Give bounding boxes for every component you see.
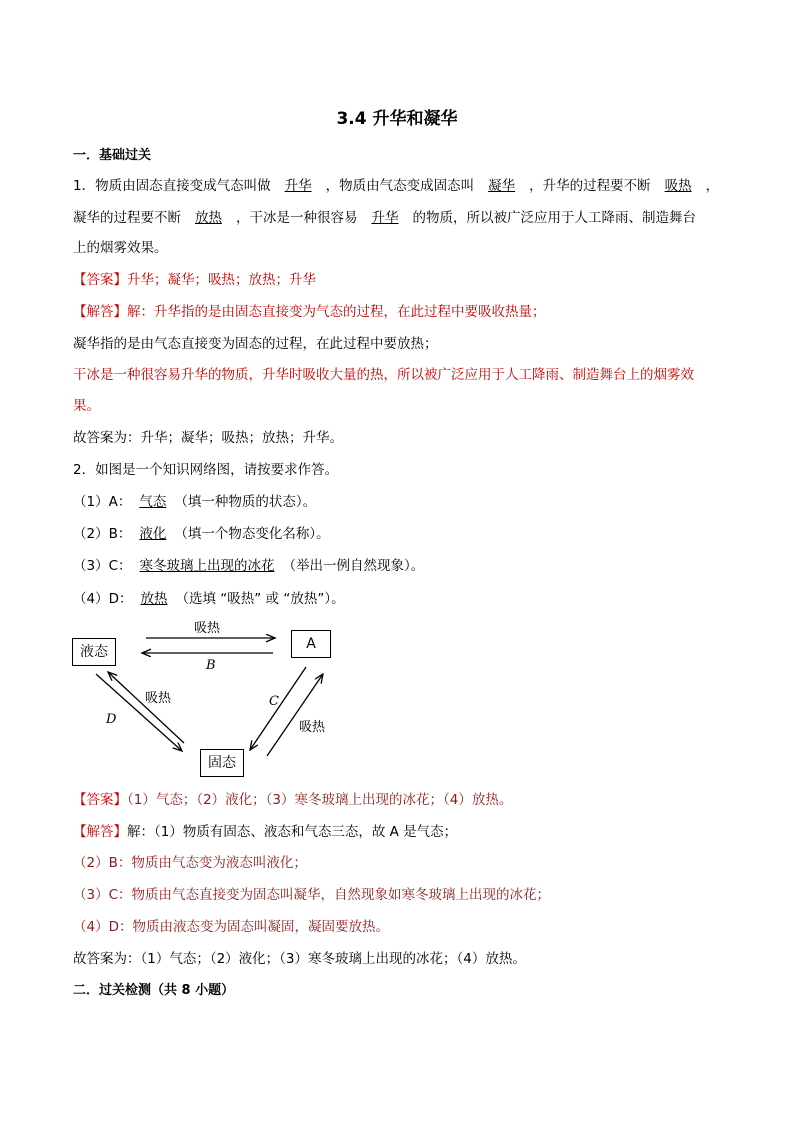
q1-text: 1．物质由固态直接变成气态叫做 — [73, 178, 271, 194]
q2-text: （3）C： — [73, 558, 132, 574]
q1-explain-1 — [73, 302, 733, 322]
q2-text: （1）A： — [73, 494, 132, 510]
q2-explain-2: （2）B：物质由气态变为液态叫液化； — [73, 855, 307, 871]
q1-blank-1: 升华 — [284, 178, 312, 194]
q2-intro: 2．如图是一个知识网络图，请按要求作答。 — [73, 462, 339, 478]
q1-text: 凝华的过程要不断 — [73, 210, 181, 226]
q2-blank-3: 寒冬玻璃上出现的冰花 — [139, 558, 275, 574]
q2-part-1 — [73, 492, 733, 512]
explain-text: 解：升华指的是由固态直接变为气态的过程，在此过程中要吸收热量； — [127, 304, 546, 320]
q2-final-answer: 故答案为：（1）气态；（2）液化；（3）寒冬玻璃上出现的冰花；（4）放热。 — [73, 951, 526, 967]
arrow-solid-to-gas — [267, 674, 326, 756]
state-change-diagram — [70, 612, 350, 787]
section-heading-test: 二．过关检测（共 8 小题） — [73, 983, 235, 998]
q1-text: 的物质，所以被广泛应用于人工降雨、制造舞台 — [412, 210, 696, 226]
q1-text: ， — [705, 178, 720, 194]
q2-text: （举出一例自然现象）。 — [282, 558, 425, 574]
q2-blank-1: 气态 — [139, 494, 167, 510]
q1-line-1 — [73, 176, 733, 196]
label-absorb-heat-left: 吸热 — [145, 691, 172, 706]
state-box-solid: 固态 — [200, 749, 244, 777]
answer-text: （1）气态；（2）液化；（3）寒冬玻璃上出现的冰花；（4）放热。 — [127, 792, 513, 808]
answer-tag: 【答案】 — [73, 792, 127, 808]
q2-part-2 — [73, 524, 733, 544]
q2-answer — [73, 790, 733, 810]
arrow-solid-to-liquid — [108, 672, 184, 743]
q2-text: （填一种物质的状态）。 — [174, 494, 317, 510]
q2-text: （2）B： — [73, 526, 132, 542]
label-absorb-heat-top: 吸热 — [194, 621, 221, 636]
q1-line-2 — [73, 208, 733, 228]
explain-tag: 【解答】 — [73, 824, 127, 840]
state-box-liquid: 液态 — [72, 638, 116, 666]
q1-blank-2: 凝华 — [488, 178, 516, 194]
q1-text: ，干冰是一种很容易 — [236, 210, 358, 226]
q1-blank-3: 吸热 — [664, 178, 692, 194]
q1-final-answer: 故答案为：升华；凝华；吸热；放热；升华。 — [73, 430, 343, 446]
q1-text: ，物质由气态变成固态叫 — [325, 178, 475, 194]
explain-tag: 【解答】 — [73, 304, 127, 320]
q1-answer — [73, 270, 733, 290]
section-heading-basic: 一．基础过关 — [73, 148, 152, 163]
q1-explain-4: 果。 — [73, 398, 100, 414]
q2-blank-4: 放热 — [140, 591, 168, 607]
answer-tag: 【答案】 — [73, 272, 127, 288]
q2-part-4 — [73, 589, 733, 609]
q2-text: （4）D： — [73, 591, 133, 607]
q1-blank-5: 升华 — [371, 210, 399, 226]
q2-part-3 — [73, 556, 733, 576]
q2-text: （填一个物态变化名称）。 — [174, 526, 330, 542]
q2-text: （选填 “吸热” 或 “放热”）。 — [175, 591, 345, 607]
q1-blank-4: 放热 — [195, 210, 222, 226]
q2-explain-3: （3）C：物质由气态直接变为固态叫凝华，自然现象如寒冬玻璃上出现的冰花； — [73, 887, 551, 903]
q1-explain-2: 凝华指的是由气态直接变为固态的过程，在此过程中要放热； — [73, 336, 438, 352]
label-c: C — [269, 694, 279, 709]
label-d: D — [106, 712, 117, 727]
q2-blank-2: 液化 — [139, 526, 167, 542]
label-absorb-heat-right: 吸热 — [299, 720, 326, 735]
label-b: B — [206, 658, 216, 673]
q2-explain-1 — [73, 822, 733, 842]
state-box-gas: A — [291, 630, 331, 658]
explain-text: 解：（1）物质有固态、液态和气态三态，故 A 是气态； — [127, 824, 458, 840]
q1-line-3: 上的烟雾效果。 — [73, 240, 168, 256]
q2-explain-4: （4）D：物质由液态变为固态叫凝固，凝固要放热。 — [73, 919, 389, 935]
q1-explain-3: 干冰是一种很容易升华的物质，升华时吸收大量的热，所以被广泛应用于人工降雨、制造舞台上的烟雾效 — [73, 367, 694, 383]
q1-text: ，升华的过程要不断 — [529, 178, 651, 194]
page-title: 3.4 升华和凝华 — [336, 109, 458, 129]
answer-text: 升华；凝华；吸热；放热；升华 — [127, 272, 316, 288]
